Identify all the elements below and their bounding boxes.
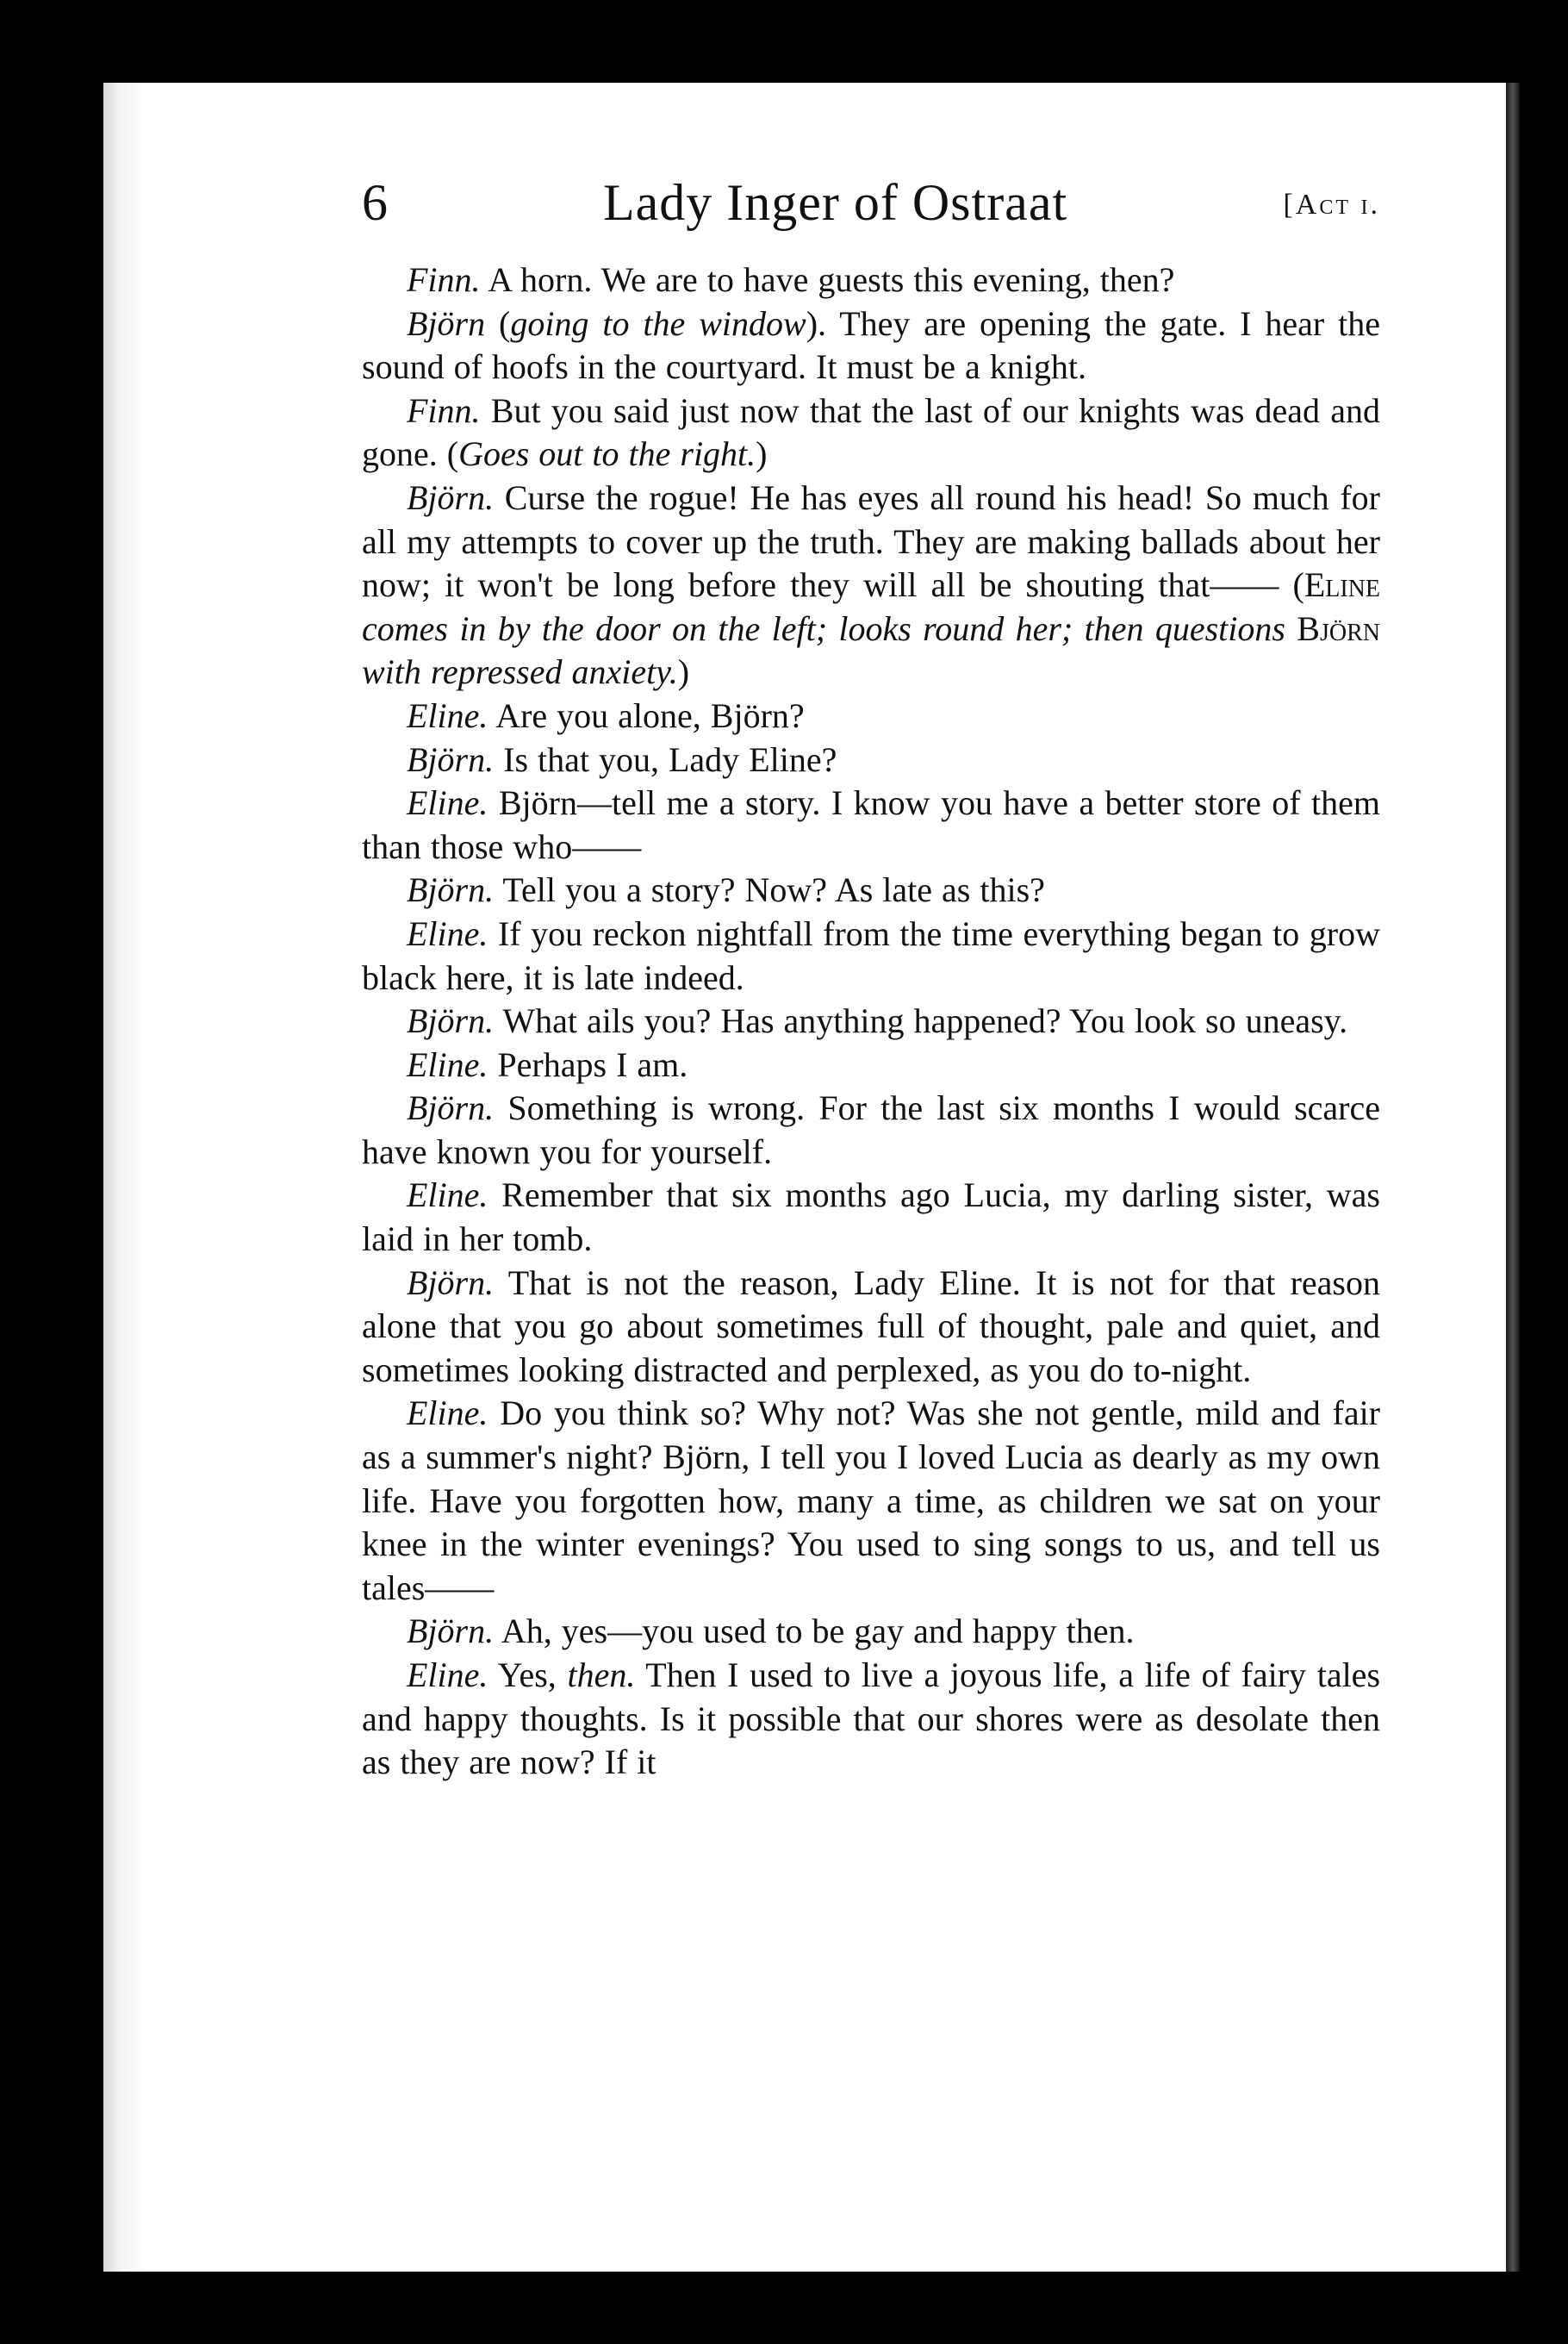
- page-number: 6: [362, 174, 388, 231]
- dialogue-text: ). They are opening the gate. I hear the sound of hoofs in the courtyard. It must be a knight.: [362, 303, 1380, 387]
- dialogue-text: (: [485, 303, 511, 343]
- speaker-name: Björn: [407, 303, 486, 343]
- paragraph: [362, 1262, 1380, 1393]
- play-text: [362, 259, 1380, 1785]
- dialogue-text: Are you alone, Björn?: [488, 695, 805, 735]
- speaker-name: Eline.: [407, 783, 488, 823]
- dialogue-text: ): [677, 652, 690, 692]
- paragraph: [362, 1044, 1380, 1088]
- act-label: [Act i.: [1283, 189, 1380, 221]
- dialogue-text: Perhaps I am.: [488, 1044, 688, 1084]
- paragraph: [362, 259, 1380, 302]
- dialogue-text: Ah, yes—you used to be gay and happy then.: [494, 1612, 1135, 1651]
- dialogue-text: Do you think so? Why not? Was she not gentle, mild and fair as a summer's night? Björn, I tell you I loved Lucia as dearly as my own life. Have you forgotten how, many a time, as children we sat on your knee in the winter evenings? You used to sing songs to us, and tell us tales——: [362, 1393, 1380, 1607]
- dialogue-text: ): [756, 434, 768, 474]
- dialogue-text: That is not the reason, Lady Eline. It is not for that reason alone that you go about sometimes full of thought, pale and quiet, and sometimes looking distracted and perplexed, as you do to-night.: [362, 1262, 1380, 1389]
- paragraph: [362, 695, 1380, 739]
- dialogue-text: Curse the rogue! He has eyes all round his head! So much for all my attempts to cover up the truth. They are making ballads about her now; it won't be long before they will all be shouting that—— (: [362, 477, 1380, 605]
- speaker-name: Finn.: [407, 260, 481, 299]
- stage-direction: Goes out to the right.: [458, 434, 756, 474]
- dialogue-text: Remember that six months ago Lucia, my darling sister, was laid in her tomb.: [362, 1175, 1380, 1259]
- paragraph: [362, 913, 1380, 1000]
- speaker-name: Björn.: [407, 1262, 495, 1302]
- speaker-name: Eline.: [407, 1655, 488, 1694]
- dialogue-text: Björn—tell me a story. I know you have a better store of them than those who——: [362, 783, 1380, 866]
- character-name: Eline: [1304, 565, 1380, 605]
- running-title: Lady Inger of Ostraat: [603, 174, 1068, 231]
- speaker-name: Eline.: [407, 695, 488, 735]
- stage-direction: with repressed anxiety.: [362, 652, 678, 692]
- paragraph: [362, 1654, 1380, 1785]
- dialogue-text: A horn. We are to have guests this evening, then?: [480, 260, 1175, 299]
- speaker-name: Eline.: [407, 1393, 488, 1433]
- page-header: [362, 172, 1380, 233]
- speaker-name: Björn.: [407, 1001, 495, 1041]
- dialogue-text: Yes,: [488, 1655, 568, 1694]
- paragraph: [362, 869, 1380, 913]
- dialogue-text: Tell you a story? Now? As late as this?: [494, 870, 1045, 910]
- paragraph: [362, 1000, 1380, 1044]
- paragraph: [362, 739, 1380, 782]
- dialogue-text: If you reckon nightfall from the time everything began to grow black here, it is late indeed.: [362, 913, 1380, 997]
- emphasis-text: then.: [567, 1655, 636, 1694]
- speaker-name: Björn.: [407, 477, 495, 517]
- paragraph: [362, 1610, 1380, 1654]
- paragraph: [362, 302, 1380, 390]
- dialogue-text: But you said just now that the last of our knights was dead and gone. (: [362, 390, 1380, 474]
- paragraph: [362, 1174, 1380, 1261]
- speaker-name: Eline.: [407, 913, 488, 953]
- speaker-name: Finn.: [407, 390, 481, 430]
- speaker-name: Björn.: [407, 739, 495, 779]
- page-gutter-shadow: [103, 83, 146, 2272]
- dialogue-text: Something is wrong. For the last six months I would scarce have known you for yourself.: [362, 1088, 1380, 1171]
- dialogue-text: What ails you? Has anything happened? You look so uneasy.: [494, 1001, 1348, 1041]
- paragraph: [362, 782, 1380, 869]
- stage-direction: going to the window: [510, 303, 806, 343]
- stage-direction: comes in by the door on the left; looks round her; then questions: [362, 608, 1297, 648]
- paragraph: [362, 1392, 1380, 1610]
- dialogue-text: Is that you, Lady Eline?: [494, 739, 837, 779]
- paragraph: [362, 1087, 1380, 1174]
- speaker-name: Eline.: [407, 1175, 488, 1215]
- speaker-name: Björn.: [407, 870, 495, 910]
- character-name: Björn: [1297, 608, 1380, 648]
- paragraph: [362, 477, 1380, 695]
- paragraph: [362, 390, 1380, 477]
- speaker-name: Björn.: [407, 1612, 495, 1651]
- dialogue-text: Then I used to live a joyous life, a life of fairy tales and happy thoughts. Is it possible that our shores were as desolate then as they are now? If it: [362, 1655, 1381, 1782]
- page-edge: [1506, 83, 1520, 2272]
- speaker-name: Eline.: [407, 1044, 488, 1084]
- speaker-name: Björn.: [407, 1088, 495, 1128]
